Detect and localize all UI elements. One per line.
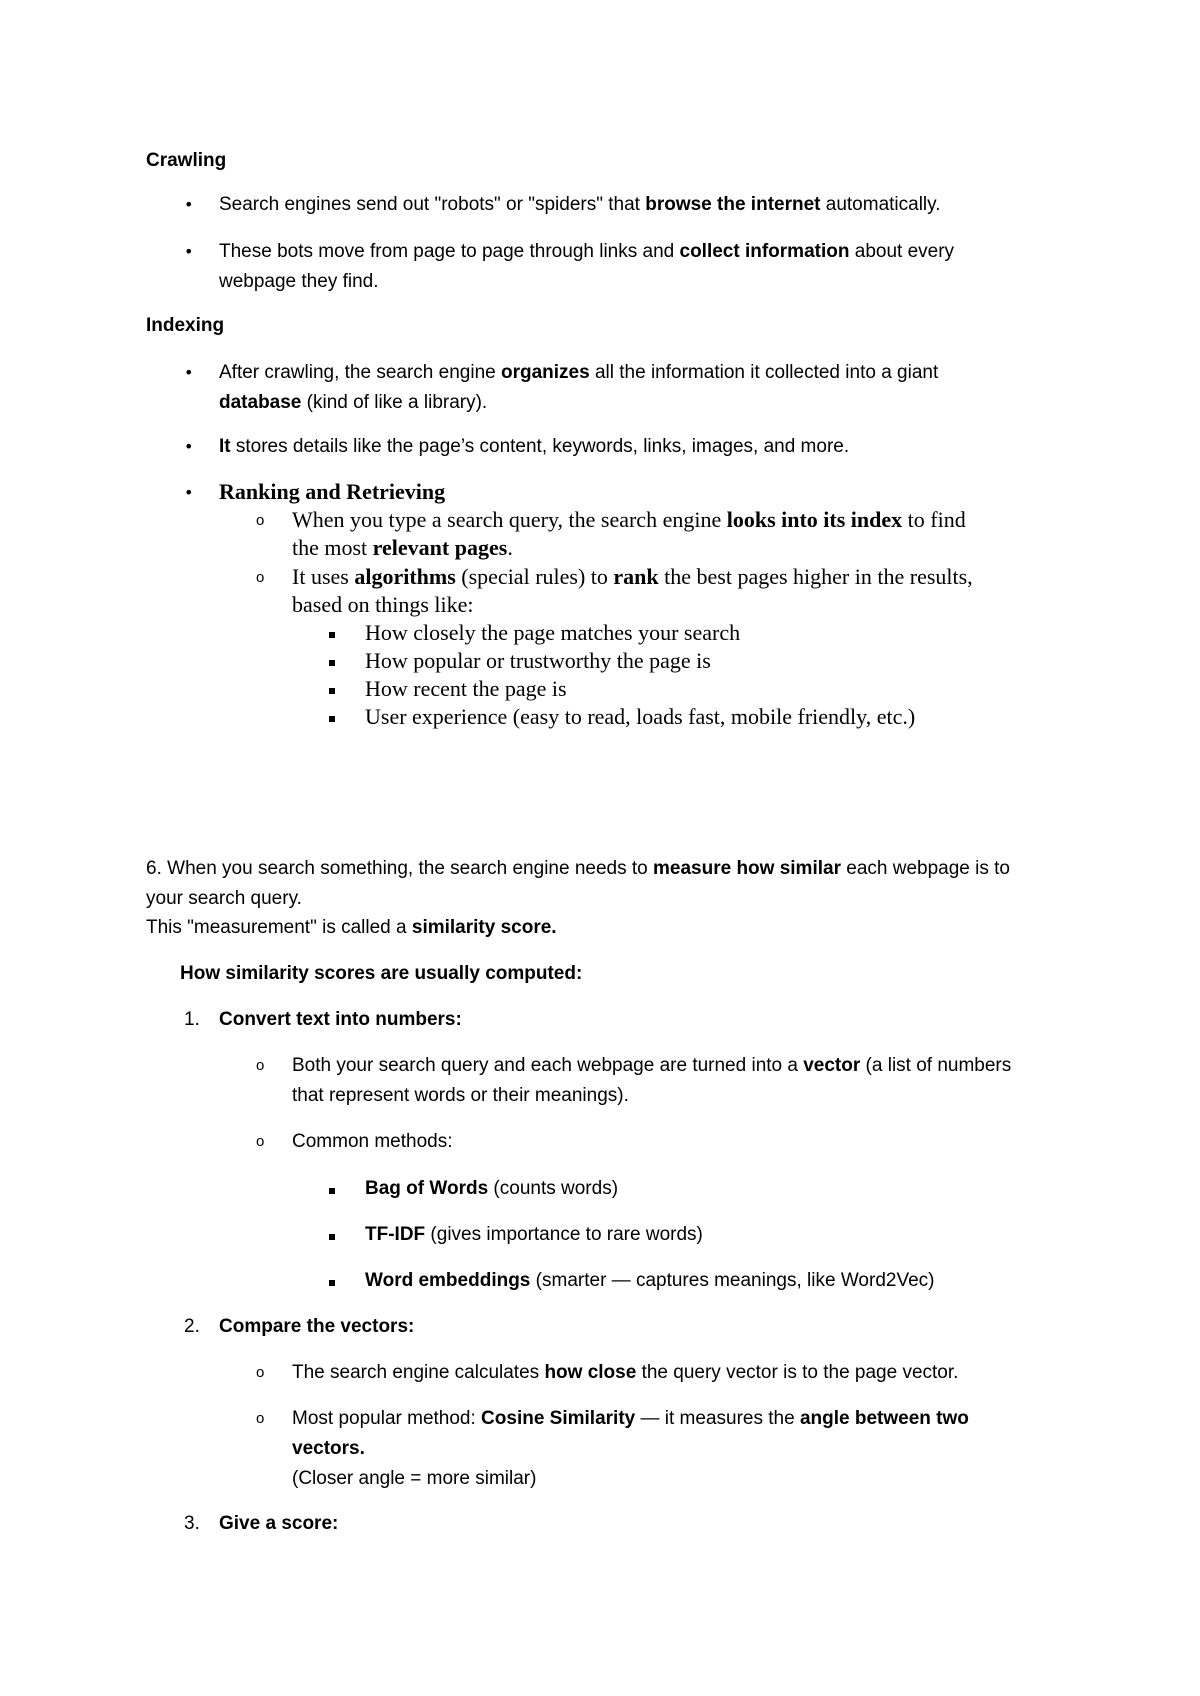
text: . [507, 535, 513, 560]
text: the query vector is to the page vector. [636, 1362, 959, 1383]
text: — it measures the [635, 1408, 800, 1429]
circle-bullet-icon: o [256, 1410, 265, 1427]
bold-text: rank [613, 564, 659, 589]
bold-text: relevant pages [372, 535, 508, 560]
text: stores details like the page’s content, keywords, links, images, and more. [230, 436, 850, 457]
crawling-bullet-1 [219, 193, 941, 217]
circle-bullet-icon: o [256, 1057, 265, 1074]
indexing-bullet-2 [219, 435, 849, 459]
text: (a list of numbers [860, 1055, 1012, 1076]
step-1-sub-2: Common methods: [292, 1131, 453, 1152]
step-3-title: Give a score: [219, 1513, 339, 1534]
bold-text: Cosine Similarity [481, 1408, 636, 1429]
bold-text: collect information [679, 241, 850, 262]
ranking-sub-1-line-2 [292, 535, 513, 561]
step-2-sub-2 [292, 1407, 969, 1431]
step-2-sub-1 [292, 1361, 958, 1385]
method-item [365, 1177, 618, 1201]
question-number: 6. [146, 858, 162, 879]
bold-text: algorithms [354, 564, 456, 589]
crawling-bullet-2 [219, 240, 954, 264]
q6-line-1 [146, 857, 1010, 881]
text: (smarter — captures meanings, like Word2Vec) [530, 1270, 935, 1291]
square-bullet-icon [329, 1188, 335, 1194]
text: When you type a search query, the search engine [292, 507, 727, 532]
square-bullet-icon [329, 632, 335, 638]
circle-bullet-icon: o [256, 512, 265, 529]
square-bullet-icon [329, 1234, 335, 1240]
circle-bullet-icon: o [256, 569, 265, 586]
q6-line-2: your search query. [146, 888, 302, 909]
text: The search engine calculates [292, 1362, 545, 1383]
heading-crawling: Crawling [146, 150, 227, 171]
text: to find [902, 507, 966, 532]
step-2-sub-2-line-3: (Closer angle = more similar) [292, 1468, 537, 1489]
text: the best pages higher in the results, [658, 564, 973, 589]
ranking-item: User experience (easy to read, loads fast, mobile friendly, etc.) [365, 704, 916, 729]
text: It uses [292, 564, 355, 589]
text: the most [292, 535, 373, 560]
ranking-item: How recent the page is [365, 676, 567, 701]
square-bullet-icon [329, 660, 335, 666]
crawling-bullet-2-line-2: webpage they find. [219, 271, 379, 292]
bold-text: measure how similar [653, 858, 841, 879]
text: (gives importance to rare words) [425, 1224, 703, 1245]
bold-text: TF-IDF [365, 1224, 426, 1245]
text: Search engines send out "robots" or "spiders" that [219, 194, 646, 215]
q6-line-3 [146, 916, 557, 940]
bold-text: Word embeddings [365, 1270, 531, 1291]
square-bullet-icon [329, 716, 335, 722]
step-2-title: Compare the vectors: [219, 1316, 415, 1337]
bullet-icon: • [184, 483, 194, 502]
bold-text: looks into its index [726, 507, 903, 532]
bold-text: angle between two [799, 1408, 969, 1429]
text: all the information it collected into a giant [589, 362, 939, 383]
text: about every [849, 241, 955, 262]
circle-bullet-icon: o [256, 1364, 265, 1381]
text: After crawling, the search engine [219, 362, 501, 383]
step-number: 3. [184, 1513, 200, 1534]
ranking-sub-2 [292, 564, 973, 590]
circle-bullet-icon: o [256, 1133, 265, 1150]
text: These bots move from page to page through links and [219, 241, 680, 262]
text: each webpage is to [840, 858, 1010, 879]
bold-text: how close [544, 1362, 637, 1383]
heading-ranking: Ranking and Retrieving [219, 479, 446, 504]
text: This "measurement" is called a [146, 917, 412, 938]
heading-indexing: Indexing [146, 315, 225, 336]
square-bullet-icon [329, 688, 335, 694]
bullet-icon: • [184, 437, 194, 456]
indexing-bullet-1 [219, 361, 938, 385]
bold-text: vector [803, 1055, 861, 1076]
bold-text: similarity score. [411, 917, 557, 938]
text: When you search something, the search engine needs to [161, 858, 653, 879]
ranking-item: How closely the page matches your search [365, 620, 741, 645]
bullet-icon: • [184, 363, 194, 382]
step-1-sub-1-line-2: that represent words or their meanings). [292, 1085, 629, 1106]
bold-text: organizes [501, 362, 590, 383]
step-1-sub-1 [292, 1054, 1011, 1078]
method-item [365, 1269, 934, 1293]
bold-text: It [219, 436, 231, 457]
step-1-title: Convert text into numbers: [219, 1009, 462, 1030]
bold-text: database [219, 392, 302, 413]
text: (counts words) [488, 1178, 619, 1199]
bullet-icon: • [184, 242, 194, 261]
step-number: 2. [184, 1316, 200, 1337]
indexing-bullet-1-line-2 [219, 391, 487, 415]
ranking-sub-2-line-2: based on things like: [292, 592, 474, 617]
text: Both your search query and each webpage are turned into a [292, 1055, 804, 1076]
method-item [365, 1223, 703, 1247]
bold-text: Bag of Words [365, 1178, 489, 1199]
ranking-item: How popular or trustworthy the page is [365, 648, 711, 673]
text: (special rules) to [455, 564, 614, 589]
heading-how-similarity: How similarity scores are usually computed: [180, 963, 583, 984]
ranking-sub-1 [292, 507, 966, 533]
step-2-sub-2-line-2: vectors. [292, 1438, 365, 1459]
text: automatically. [820, 194, 941, 215]
square-bullet-icon [329, 1280, 335, 1286]
text: Most popular method: [292, 1408, 482, 1429]
text: (kind of like a library). [301, 392, 488, 413]
step-number: 1. [184, 1009, 200, 1030]
bold-text: browse the internet [645, 194, 821, 215]
bullet-icon: • [184, 195, 194, 214]
